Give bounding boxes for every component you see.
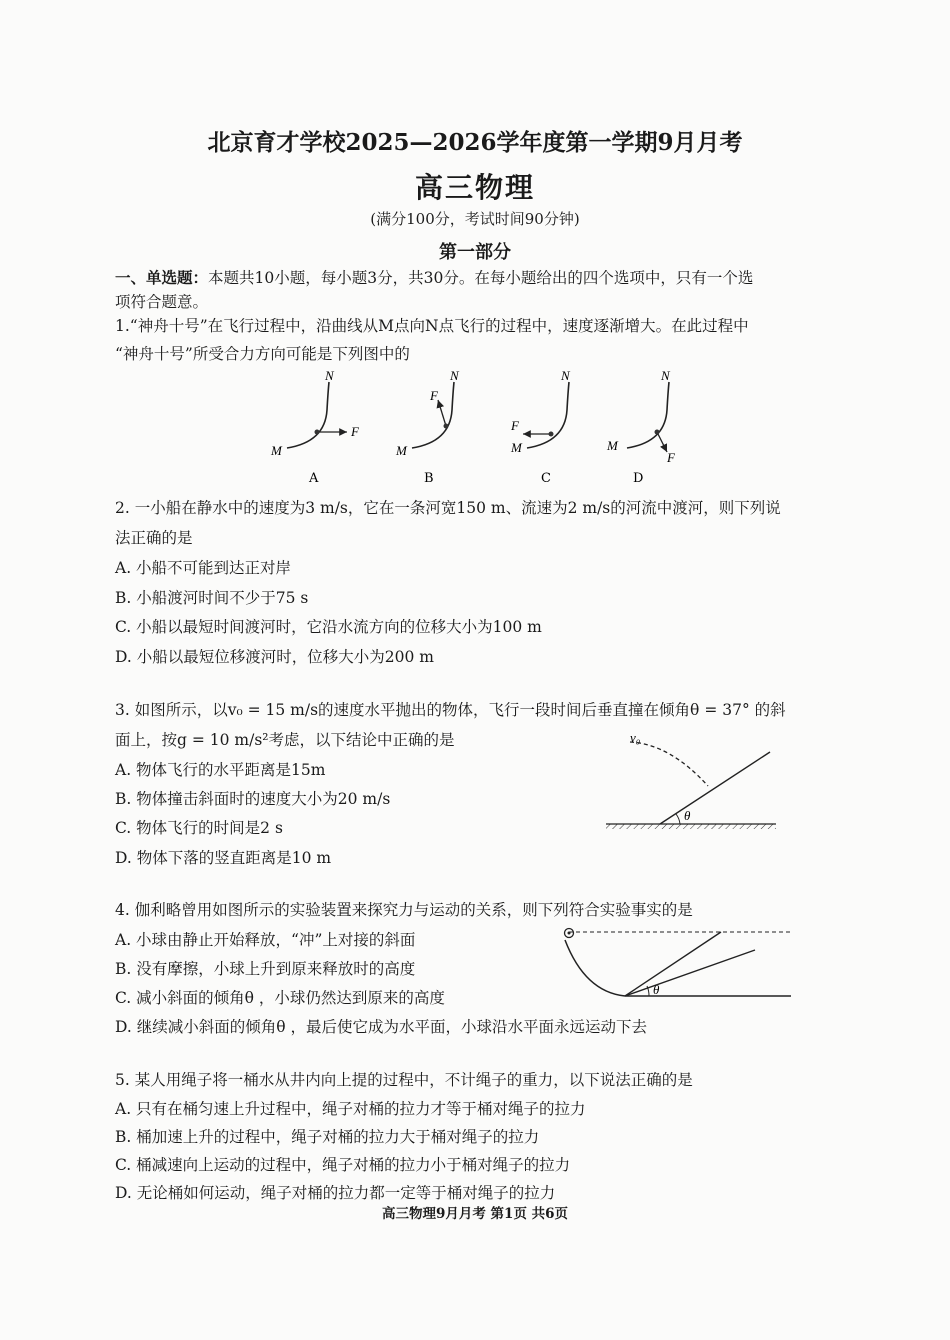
q2-option-b: B. 小船渡河时间不少于75 s: [115, 589, 309, 607]
q2-stem-line2: 法正确的是: [115, 529, 193, 547]
q2-option-c: C. 小船以最短时间渡河时，它沿水流方向的位移大小为100 m: [115, 618, 542, 636]
q3-stem-line1: 3. 如图所示，以v₀ = 15 m/s的速度水平抛出的物体，飞行一段时间后垂直撞在倾角θ = 37° 的斜: [115, 701, 786, 719]
q2-option-d: D. 小船以最短位移渡河时，位移大小为200 m: [115, 648, 434, 666]
q1-a-n-label: N: [325, 368, 334, 383]
q1-b-m-label: M: [396, 443, 407, 458]
q4-option-b: B. 没有摩擦，小球上升到原来释放时的高度: [115, 960, 416, 978]
section-intro-line2: 项符合题意。: [115, 293, 209, 311]
part-heading: 第一部分: [439, 242, 511, 263]
q1-figure-d: [605, 370, 715, 485]
q1-b-f-label: F: [430, 388, 438, 403]
q4-option-a: A. 小球由静止开始释放，“冲”上对接的斜面: [115, 931, 416, 949]
section-intro: [115, 266, 753, 288]
q1-d-n-label: N: [661, 368, 670, 383]
q1-b-letter: B: [424, 471, 434, 486]
q3-option-a: A. 物体飞行的水平距离是15m: [115, 761, 326, 779]
exam-meta: (满分100分，考试时间90分钟): [370, 210, 580, 228]
q1-b-n-label: N: [450, 368, 459, 383]
subject-title: 高三物理: [414, 171, 535, 204]
q3-figure: [600, 728, 780, 838]
q3-option-c: C. 物体飞行的时间是2 s: [115, 819, 283, 837]
q1-d-f-label: F: [667, 450, 675, 465]
q4-figure: [555, 920, 795, 1005]
q1-d-m-label: M: [607, 438, 618, 453]
q1-d-letter: D: [633, 471, 644, 486]
q1-c-m-label: M: [511, 440, 522, 455]
q5-option-b: B. 桶加速上升的过程中，绳子对桶的拉力大于桶对绳子的拉力: [115, 1128, 540, 1146]
q5-option-d: D. 无论桶如何运动，绳子对桶的拉力都一定等于桶对绳子的拉力: [115, 1184, 556, 1202]
q1-a-letter: A: [309, 471, 319, 486]
q5-stem-line1: 5. 某人用绳子将一桶水从井内向上提的过程中，不计绳子的重力，以下说法正确的是: [115, 1071, 693, 1089]
q3-option-b: B. 物体撞击斜面时的速度大小为20 m/s: [115, 790, 391, 808]
q4-option-d: D. 继续减小斜面的倾角θ ，最后使它成为水平面，小球沿水平面永远运动下去: [115, 1018, 647, 1036]
q3-stem-line2: 面上，按g = 10 m/s²考虑，以下结论中正确的是: [115, 731, 455, 749]
q1-c-f-label: F: [511, 418, 519, 433]
q4-option-c: C. 减小斜面的倾角θ ，小球仍然达到原来的高度: [115, 989, 445, 1007]
section-heading: 一、单选题：: [115, 268, 209, 287]
q4-theta-label: θ: [653, 982, 660, 997]
q1-stem-line1: 1.“神舟十号”在飞行过程中，沿曲线从M点向N点飞行的过程中，速度逐渐增大。在此过程中: [115, 317, 749, 335]
q1-c-letter: C: [541, 471, 551, 486]
q1-stem-line2: “神舟十号”所受合力方向可能是下列图中的: [115, 345, 410, 363]
q5-option-c: C. 桶减速向上运动的过程中，绳子对桶的拉力小于桶对绳子的拉力: [115, 1156, 571, 1174]
q2-option-a: A. 小船不可能到达正对岸: [115, 559, 292, 577]
q1-a-m-label: M: [271, 443, 282, 458]
q1-figure-b: [390, 370, 500, 485]
q3-v0-label: v₀: [630, 730, 641, 745]
q3-theta-label: θ: [684, 808, 691, 823]
q1-c-n-label: N: [561, 368, 570, 383]
q1-figure-a: [265, 370, 375, 485]
q2-stem-line1: 2. 一小船在静水中的速度为3 m/s，它在一条河宽150 m、流速为2 m/s的河流中渡河，则下列说: [115, 499, 781, 517]
q1-figure-c: [505, 370, 615, 485]
q3-option-d: D. 物体下落的竖直距离是10 m: [115, 849, 332, 867]
q1-a-f-label: F: [351, 424, 359, 439]
page-footer: 高三物理9月月考 第1页 共6页: [381, 1206, 569, 1222]
q5-option-a: A. 只有在桶匀速上升过程中，绳子对桶的拉力才等于桶对绳子的拉力: [115, 1100, 586, 1118]
section-intro-line1: 本题共10小题，每小题3分，共30分。在每小题给出的四个选项中，只有一个选: [208, 269, 754, 287]
exam-title: 北京育才学校2025—2026学年度第一学期9月月考: [207, 129, 743, 156]
q4-stem-line1: 4. 伽利略曾用如图所示的实验装置来探究力与运动的关系，则下列符合实验事实的是: [115, 901, 693, 919]
